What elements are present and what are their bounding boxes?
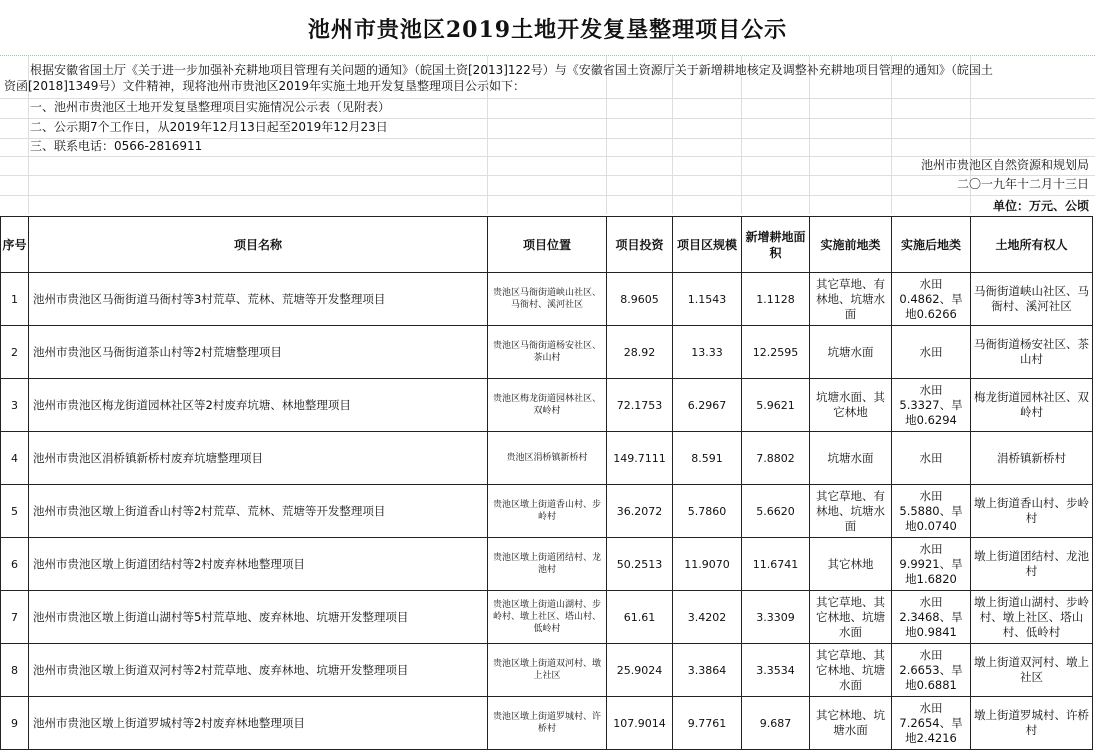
header-before: 实施前地类: [810, 217, 892, 273]
header-name: 项目名称: [29, 217, 488, 273]
table-row: [1, 273, 1093, 326]
grid-line: [0, 195, 1095, 196]
cell-location: 贵池区墩上街道团结村、龙池村: [488, 538, 607, 591]
cell-location: 贵池区墩上街道双河村、墩上社区: [488, 644, 607, 697]
cell-owner: 涓桥镇新桥村: [971, 432, 1093, 485]
cell-owner: 墩上街道山湖村、步岭村、墩上社区、塔山村、低岭村: [971, 591, 1093, 644]
cell-scale: 13.33: [673, 326, 742, 379]
grid-line: [0, 175, 1095, 176]
issue-date: 二〇一九年十二月十三日: [956, 177, 1089, 191]
header-location: 项目位置: [488, 217, 607, 273]
intro-paragraph-line1: 根据安徽省国土厅《关于进一步加强补充耕地项目管理有关问题的通知》（皖国土资[2013]122号）与《安徽省国土资源厅关于新增耕地核定及调整补充耕地项目管理的通知》（皖国土: [30, 63, 993, 77]
cell-scale: 1.1543: [673, 273, 742, 326]
cell-after: 水田5.3327、旱地0.6294: [892, 379, 971, 432]
unit-label: 单位：万元、公顷: [992, 199, 1089, 213]
cell-owner: 马衙街道峡山社区、马衙村、溪河社区: [971, 273, 1093, 326]
cell-seq: 3: [1, 379, 29, 432]
cell-scale: 5.7860: [673, 485, 742, 538]
cell-new-area: 11.6741: [742, 538, 810, 591]
cell-seq: 6: [1, 538, 29, 591]
cell-investment: 28.92: [607, 326, 673, 379]
notice-item-1: 一、池州市贵池区土地开发复垦整理项目实施情况公示表（见附表）: [30, 100, 391, 114]
cell-after: 水田7.2654、旱地2.4216: [892, 697, 971, 750]
cell-before: 其它林地: [810, 538, 892, 591]
cell-new-area: 5.9621: [742, 379, 810, 432]
header-owner: 土地所有权人: [971, 217, 1093, 273]
cell-location: 贵池区墩上街道山湖村、步岭村、墩上社区、塔山村、低岭村: [488, 591, 607, 644]
cell-location: 贵池区涓桥镇新桥村: [488, 432, 607, 485]
cell-owner: 墩上街道团结村、龙池村: [971, 538, 1093, 591]
cell-before: 坑塘水面、其它林地: [810, 379, 892, 432]
cell-before: 坑塘水面: [810, 432, 892, 485]
cell-before: 其它草地、有林地、坑塘水面: [810, 273, 892, 326]
cell-seq: 8: [1, 644, 29, 697]
cell-new-area: 3.3309: [742, 591, 810, 644]
cell-scale: 3.4202: [673, 591, 742, 644]
cell-after: 水田: [892, 326, 971, 379]
header-scale: 项目区规模: [673, 217, 742, 273]
table-row: [1, 379, 1093, 432]
notice-item-3: 三、联系电话：0566-2816911: [30, 139, 203, 153]
intro-paragraph-line2: 资函[2018]1349号）文件精神，现将池州市贵池区2019年实施土地开发复垦整理项目公示如下：: [4, 79, 525, 93]
cell-location: 贵池区墩上街道香山村、步岭村: [488, 485, 607, 538]
cell-seq: 5: [1, 485, 29, 538]
cell-scale: 6.2967: [673, 379, 742, 432]
cell-name: 池州市贵池区墩上街道罗城村等2村废弃林地整理项目: [29, 697, 488, 750]
cell-investment: 149.7111: [607, 432, 673, 485]
header-seq: 序号: [1, 217, 29, 273]
header-new-area: 新增耕地面积: [742, 217, 810, 273]
cell-location: 贵池区马衙街道杨安社区、茶山村: [488, 326, 607, 379]
cell-name: 池州市贵池区墩上街道香山村等2村荒草、荒林、荒塘等开发整理项目: [29, 485, 488, 538]
notice-item-2: 二、公示期7个工作日，从2019年12月13日起至2019年12月23日: [30, 120, 388, 134]
project-table: [0, 216, 1093, 750]
table-header-row: [1, 217, 1093, 273]
cell-investment: 36.2072: [607, 485, 673, 538]
grid-line: [672, 56, 673, 214]
cell-before: 坑塘水面: [810, 326, 892, 379]
cell-investment: 25.9024: [607, 644, 673, 697]
cell-new-area: 5.6620: [742, 485, 810, 538]
cell-after: 水田9.9921、旱地1.6820: [892, 538, 971, 591]
cell-name: 池州市贵池区梅龙街道园林社区等2村废弃坑塘、林地整理项目: [29, 379, 488, 432]
grid-line: [741, 56, 742, 214]
cell-after: 水田: [892, 432, 971, 485]
cell-new-area: 12.2595: [742, 326, 810, 379]
cell-owner: 梅龙街道园林社区、双岭村: [971, 379, 1093, 432]
cell-owner: 马衙街道杨安社区、茶山村: [971, 326, 1093, 379]
cell-seq: 2: [1, 326, 29, 379]
header-investment: 项目投资: [607, 217, 673, 273]
cell-new-area: 1.1128: [742, 273, 810, 326]
cell-before: 其它草地、其它林地、坑塘水面: [810, 591, 892, 644]
cell-scale: 9.7761: [673, 697, 742, 750]
cell-scale: 11.9070: [673, 538, 742, 591]
cell-investment: 72.1753: [607, 379, 673, 432]
page-title: 池州市贵池区2019土地开发复垦整理项目公示: [0, 0, 1095, 56]
cell-new-area: 3.3534: [742, 644, 810, 697]
cell-seq: 9: [1, 697, 29, 750]
grid-line: [891, 56, 892, 214]
cell-location: 贵池区墩上街道罗城村、许桥村: [488, 697, 607, 750]
cell-name: 池州市贵池区墩上街道山湖村等5村荒草地、废弃林地、坑塘开发整理项目: [29, 591, 488, 644]
cell-scale: 8.591: [673, 432, 742, 485]
cell-investment: 107.9014: [607, 697, 673, 750]
cell-name: 池州市贵池区墩上街道双河村等2村荒草地、废弃林地、坑塘开发整理项目: [29, 644, 488, 697]
cell-owner: 墩上街道香山村、步岭村: [971, 485, 1093, 538]
cell-location: 贵池区梅龙街道园林社区、双岭村: [488, 379, 607, 432]
cell-name: 池州市贵池区涓桥镇新桥村废弃坑塘整理项目: [29, 432, 488, 485]
table-row: [1, 591, 1093, 644]
cell-investment: 61.61: [607, 591, 673, 644]
header-after: 实施后地类: [892, 217, 971, 273]
cell-owner: 墩上街道双河村、墩上社区: [971, 644, 1093, 697]
cell-after: 水田2.6653、旱地0.6881: [892, 644, 971, 697]
cell-new-area: 7.8802: [742, 432, 810, 485]
cell-after: 水田0.4862、旱地0.6266: [892, 273, 971, 326]
table-row: [1, 644, 1093, 697]
grid-line: [606, 56, 607, 214]
cell-before: 其它草地、有林地、坑塘水面: [810, 485, 892, 538]
cell-after: 水田2.3468、旱地0.9841: [892, 591, 971, 644]
cell-owner: 墩上街道罗城村、许桥村: [971, 697, 1093, 750]
cell-name: 池州市贵池区马衙街道马衙村等3村荒草、荒林、荒塘等开发整理项目: [29, 273, 488, 326]
cell-before: 其它林地、坑塘水面: [810, 697, 892, 750]
issuing-agency: 池州市贵池区自然资源和规划局: [920, 158, 1089, 172]
cell-seq: 4: [1, 432, 29, 485]
cell-name: 池州市贵池区墩上街道团结村等2村废弃林地整理项目: [29, 538, 488, 591]
table-row: [1, 538, 1093, 591]
cell-after: 水田5.5880、旱地0.0740: [892, 485, 971, 538]
cell-before: 其它草地、其它林地、坑塘水面: [810, 644, 892, 697]
table-row: [1, 697, 1093, 750]
table-row: [1, 326, 1093, 379]
table-row: [1, 485, 1093, 538]
cell-seq: 1: [1, 273, 29, 326]
cell-investment: 50.2513: [607, 538, 673, 591]
cell-name: 池州市贵池区马衙街道茶山村等2村荒塘整理项目: [29, 326, 488, 379]
cell-location: 贵池区马衙街道峡山社区、马衙村、溪河社区: [488, 273, 607, 326]
grid-line: [809, 56, 810, 214]
cell-new-area: 9.687: [742, 697, 810, 750]
cell-seq: 7: [1, 591, 29, 644]
cell-scale: 3.3864: [673, 644, 742, 697]
cell-investment: 8.9605: [607, 273, 673, 326]
table-row: [1, 432, 1093, 485]
